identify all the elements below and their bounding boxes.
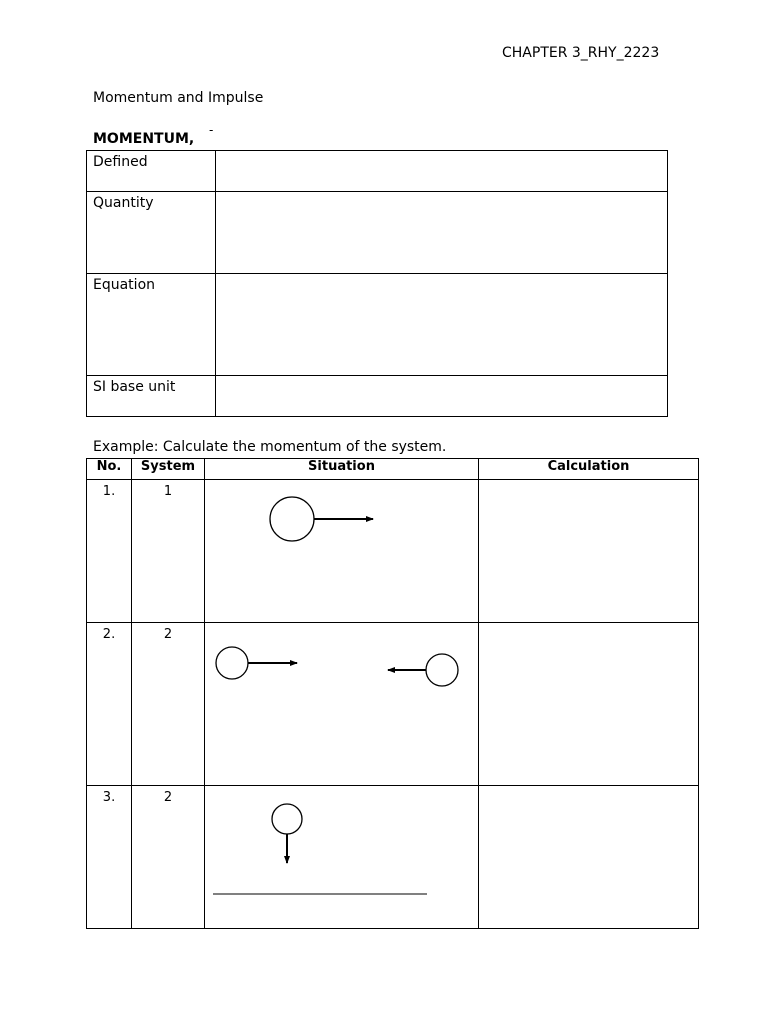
example-caption: Example: Calculate the momentum of the system. [93, 439, 447, 455]
row-number: 1. [87, 480, 132, 623]
answer-equation[interactable] [216, 274, 668, 376]
situation-3-diagram [205, 786, 477, 926]
row-number: 2. [87, 623, 132, 786]
situation-2 [205, 623, 479, 786]
calculation-3[interactable] [479, 786, 699, 929]
header-calculation: Calculation [479, 459, 699, 480]
calculation-1[interactable] [479, 480, 699, 623]
row-number: 3. [87, 786, 132, 929]
example-header-row [87, 459, 699, 480]
row-system: 2 [132, 786, 205, 929]
row-si-unit [87, 376, 668, 417]
answer-quantity[interactable] [216, 192, 668, 274]
header-situation: Situation [205, 459, 479, 480]
answer-si-unit[interactable] [216, 376, 668, 417]
label-defined: Defined [87, 151, 216, 192]
header-system: System [132, 459, 205, 480]
momentum-symbol-bar: - [209, 123, 214, 137]
topic-title: Momentum and Impulse [93, 90, 264, 106]
example-table [86, 458, 699, 929]
row-equation [87, 274, 668, 376]
header-no: No. [87, 459, 132, 480]
situation-3 [205, 786, 479, 929]
example-row-1 [87, 480, 699, 623]
situation-1 [205, 480, 479, 623]
calculation-2[interactable] [479, 623, 699, 786]
row-quantity [87, 192, 668, 274]
label-equation: Equation [87, 274, 216, 376]
ball-a-icon [216, 647, 248, 679]
row-defined [87, 151, 668, 192]
chapter-code: CHAPTER 3_RHY_2223 [502, 45, 660, 61]
ball-icon [270, 497, 314, 541]
situation-1-diagram [205, 480, 477, 620]
label-quantity: Quantity [87, 192, 216, 274]
row-system: 2 [132, 623, 205, 786]
ball-icon [272, 804, 302, 834]
momentum-definition-table [86, 150, 668, 417]
example-row-3 [87, 786, 699, 929]
ball-b-icon [426, 654, 458, 686]
example-row-2 [87, 623, 699, 786]
answer-defined[interactable] [216, 151, 668, 192]
row-system: 1 [132, 480, 205, 623]
situation-2-diagram [205, 623, 477, 783]
label-si-unit: SI base unit [87, 376, 216, 417]
momentum-heading: MOMENTUM, [93, 131, 195, 147]
